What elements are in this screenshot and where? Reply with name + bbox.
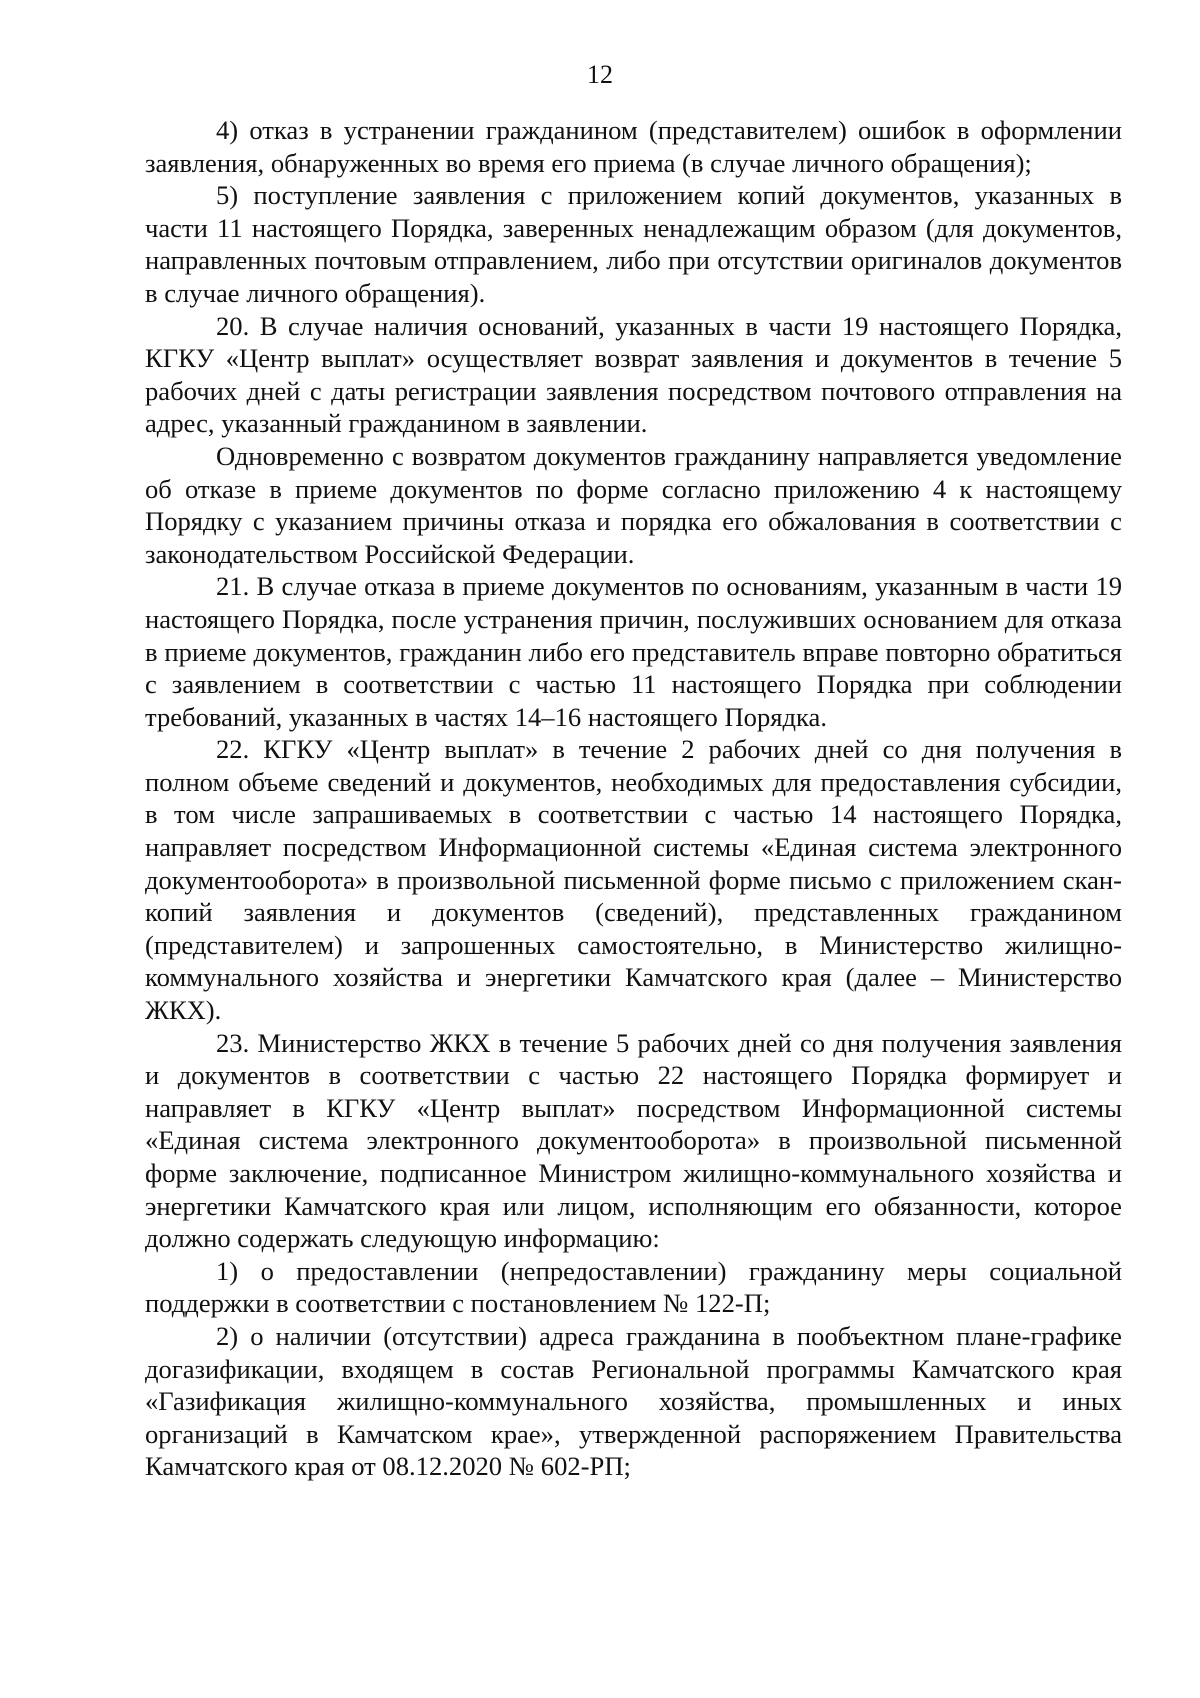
paragraph-20: 20. В случае наличия оснований, указанных в части 19 настоящего Порядка, КГКУ «Центр выплат» осуществляет возврат заявления и документов в течение 5 рабочих дней с даты регистрации заявления посредством почтового отправления на адрес, указанный гражданином в заявлении.: [145, 310, 1122, 439]
paragraph-22: 22. КГКУ «Центр выплат» в течение 2 рабочих дней со дня получения в полном объеме сведений и документов, необходимых для предоставления субсидии, в том числе запрашиваемых в соответствии с частью 14 настоящего Порядка, направляет посредством Информационной системы «Единая система электронного документооборота» в произвольной письменной форме письмо с приложением скан-копий заявления и документов (сведений), представленных гражданином (представителем) и запрошенных самостоятельно, в Министерство жилищно-коммунального хозяйства и энергетики Камчатского края (далее – Министерство ЖКХ).: [145, 734, 1122, 1026]
paragraph-23: 23. Министерство ЖКХ в течение 5 рабочих дней со дня получения заявления и документов в соответствии с частью 22 настоящего Порядка формирует и направляет в КГКУ «Центр выплат» посредством Информационной системы «Единая система электронного документооборота» в произвольной письменной форме заключение, подписанное Министром жилищно-коммунального хозяйства и энергетики Камчатского края или лицом, исполняющим его обязанности, которое должно содержать следующую информацию:: [145, 1027, 1122, 1254]
paragraph-item-5: 5) поступление заявления с приложением копий документов, указанных в части 11 настоящего Порядка, заверенных ненадлежащим образом (для документов, направленных почтовым отправлением, либо при отсутствии оригиналов документов в случае личного обращения).: [145, 180, 1122, 308]
paragraph-23-item-2: 2) о наличии (отсутствии) адреса гражданина в пообъектном плане-графике догазификации, входящем в состав Региональной программы Камчатского края «Газификация жилищно-коммунального хозяйства, промышленных и иных организаций в Камчатском крае», утвержденной распоряжением Правительства Камчатского края от 08.12.2020 № 602-РП;: [145, 1320, 1122, 1482]
paragraph-20-continued: Одновременно с возвратом документов гражданину направляется уведомление об отказе в приеме документов по форме согласно приложению 4 к настоящему Порядку с указанием причины отказа и порядка его обжалования в соответствии с законодательством Российской Федерации.: [145, 440, 1122, 569]
page-number: 12: [587, 60, 613, 89]
paragraph-21: 21. В случае отказа в приеме документов по основаниям, указанным в части 19 настоящего Порядка, после устранения причин, послуживших основанием для отказа в приеме документов, гражданин либо его представитель вправе повторно обратиться с заявлением в соответствии с частью 11 настоящего Порядка при соблюдении требований, указанных в частях 14–16 настоящего Порядка.: [145, 571, 1122, 732]
paragraph-item-4: 4) отказ в устранении гражданином (представителем) ошибок в оформлении заявления, обнаруженных во время его приема (в случае личного обращения);: [145, 115, 1122, 178]
document-body: [145, 114, 1122, 1483]
paragraph-23-item-1: 1) о предоставлении (непредоставлении) гражданину меры социальной поддержки в соответствии с постановлением № 122-П;: [145, 1255, 1122, 1319]
